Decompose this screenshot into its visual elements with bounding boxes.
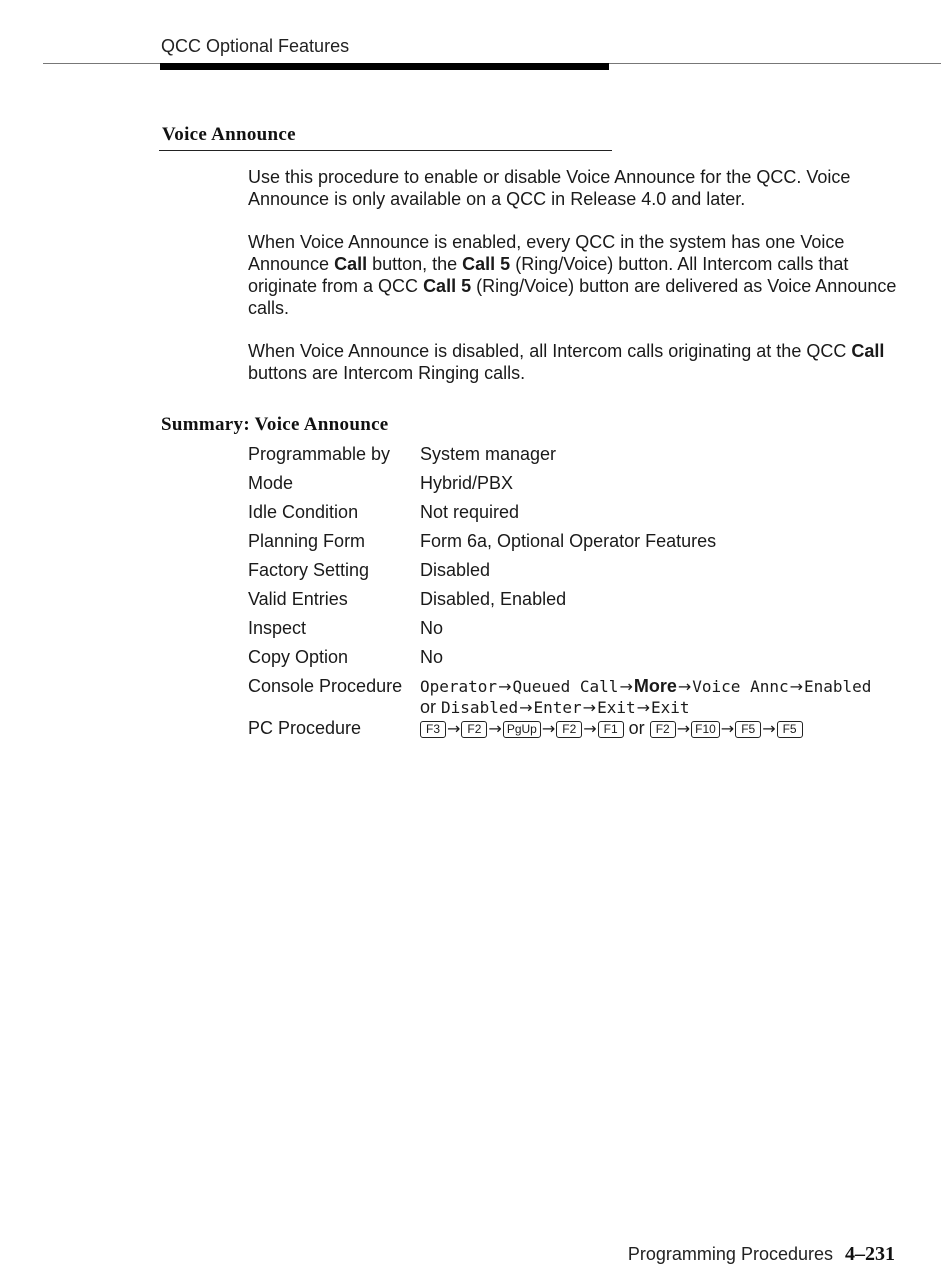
summary-row-console (248, 676, 928, 718)
summary-value: Disabled (420, 560, 491, 580)
page-footer (628, 1243, 895, 1266)
summary-row (248, 444, 928, 473)
console-step: Disabled (441, 698, 519, 717)
summary-value: Not required (420, 502, 520, 522)
console-step: Enter (533, 698, 582, 717)
summary-row (248, 618, 928, 647)
page-number: 4–231 (845, 1243, 895, 1265)
paragraph-intro: Use this procedure to enable or disable Voice Announce for the QCC. Voice Announce is only available on a QCC in Release 4.0 and later. (248, 167, 851, 209)
summary-title: Summary: Voice Announce (161, 414, 389, 435)
summary-value: Disabled, Enabled (420, 589, 567, 609)
summary-label: PC Procedure (248, 718, 362, 738)
key-cap: F5 (735, 721, 761, 738)
key-cap: F5 (777, 721, 803, 738)
section-title: Voice Announce (162, 124, 296, 145)
summary-label: Valid Entries (248, 589, 348, 609)
summary-label: Mode (248, 473, 294, 493)
summary-label: Factory Setting (248, 560, 370, 580)
key-cap: F2 (650, 721, 676, 738)
console-step: Operator (420, 677, 498, 696)
key-cap: F2 (461, 721, 487, 738)
paragraph-text: button, the (367, 254, 463, 274)
paragraph-enabled (248, 231, 898, 319)
arrow-right-icon: → (519, 698, 533, 717)
summary-row (248, 560, 928, 589)
paragraph-disabled (248, 340, 898, 384)
console-step: Exit (597, 698, 636, 717)
summary-table (248, 444, 928, 747)
arrow-right-icon: → (541, 719, 556, 738)
console-procedure (420, 676, 928, 718)
console-step: More (633, 676, 677, 696)
key-cap: F3 (420, 721, 446, 738)
arrow-right-icon: → (619, 677, 633, 696)
summary-label: Inspect (248, 618, 307, 638)
summary-value: Hybrid/PBX (420, 473, 514, 493)
key-cap: F2 (556, 721, 582, 738)
paragraph-text: (Ring/Voice) button. All Intercom calls that originate from a QCC (248, 254, 849, 296)
key-cap: F1 (598, 721, 624, 738)
header-bar (160, 63, 609, 70)
summary-row-pc (248, 718, 928, 747)
summary-row (248, 647, 928, 676)
chapter-title: Programming Procedures (627, 1244, 833, 1264)
arrow-right-icon: → (583, 719, 597, 738)
arrow-right-icon: → (762, 719, 776, 738)
console-step: Enabled (804, 677, 872, 696)
bold-term: Call (334, 254, 368, 274)
summary-value: No (420, 647, 444, 667)
paragraph-text: buttons are Intercom Ringing calls. (248, 363, 526, 383)
arrow-right-icon: → (676, 719, 691, 738)
bold-term: Call 5 (462, 254, 511, 274)
summary-value: No (420, 618, 444, 638)
console-step: Queued Call (512, 677, 619, 696)
arrow-right-icon: → (582, 698, 597, 717)
section-rule (159, 150, 612, 151)
summary-row (248, 473, 928, 502)
summary-label: Console Procedure (248, 676, 403, 696)
console-step: Exit (651, 698, 690, 717)
summary-label: Programmable by (248, 444, 391, 464)
summary-value: Form 6a, Optional Operator Features (420, 531, 717, 551)
summary-label: Copy Option (248, 647, 349, 667)
arrow-right-icon: → (677, 677, 692, 696)
or-text: or (628, 718, 645, 738)
arrow-right-icon: → (447, 719, 461, 738)
or-text: or (420, 697, 437, 717)
running-head: QCC Optional Features (161, 36, 350, 56)
summary-label: Planning Form (248, 531, 366, 551)
arrow-right-icon: → (488, 719, 502, 738)
arrow-right-icon: → (789, 677, 803, 696)
arrow-right-icon: → (498, 677, 512, 696)
summary-row (248, 589, 928, 618)
key-cap: F10 (691, 721, 720, 738)
paragraph-text: (Ring/Voice) button are delivered as Voice Announce calls. (248, 276, 897, 318)
arrow-right-icon: → (720, 719, 735, 738)
summary-label: Idle Condition (248, 502, 359, 522)
summary-row (248, 502, 928, 531)
paragraph-text: When Voice Announce is enabled, every QCC in the system has one Voice Announce (248, 232, 845, 274)
key-cap: PgUp (503, 721, 541, 738)
bold-term: Call 5 (423, 276, 472, 296)
bold-term: Call (851, 341, 885, 361)
paragraph-text: When Voice Announce is disabled, all Intercom calls originating at the QCC (248, 341, 852, 361)
summary-row (248, 531, 928, 560)
summary-value: System manager (420, 444, 557, 464)
arrow-right-icon: → (636, 698, 651, 717)
pc-procedure (420, 718, 928, 747)
console-step: Voice Annc (692, 677, 789, 696)
